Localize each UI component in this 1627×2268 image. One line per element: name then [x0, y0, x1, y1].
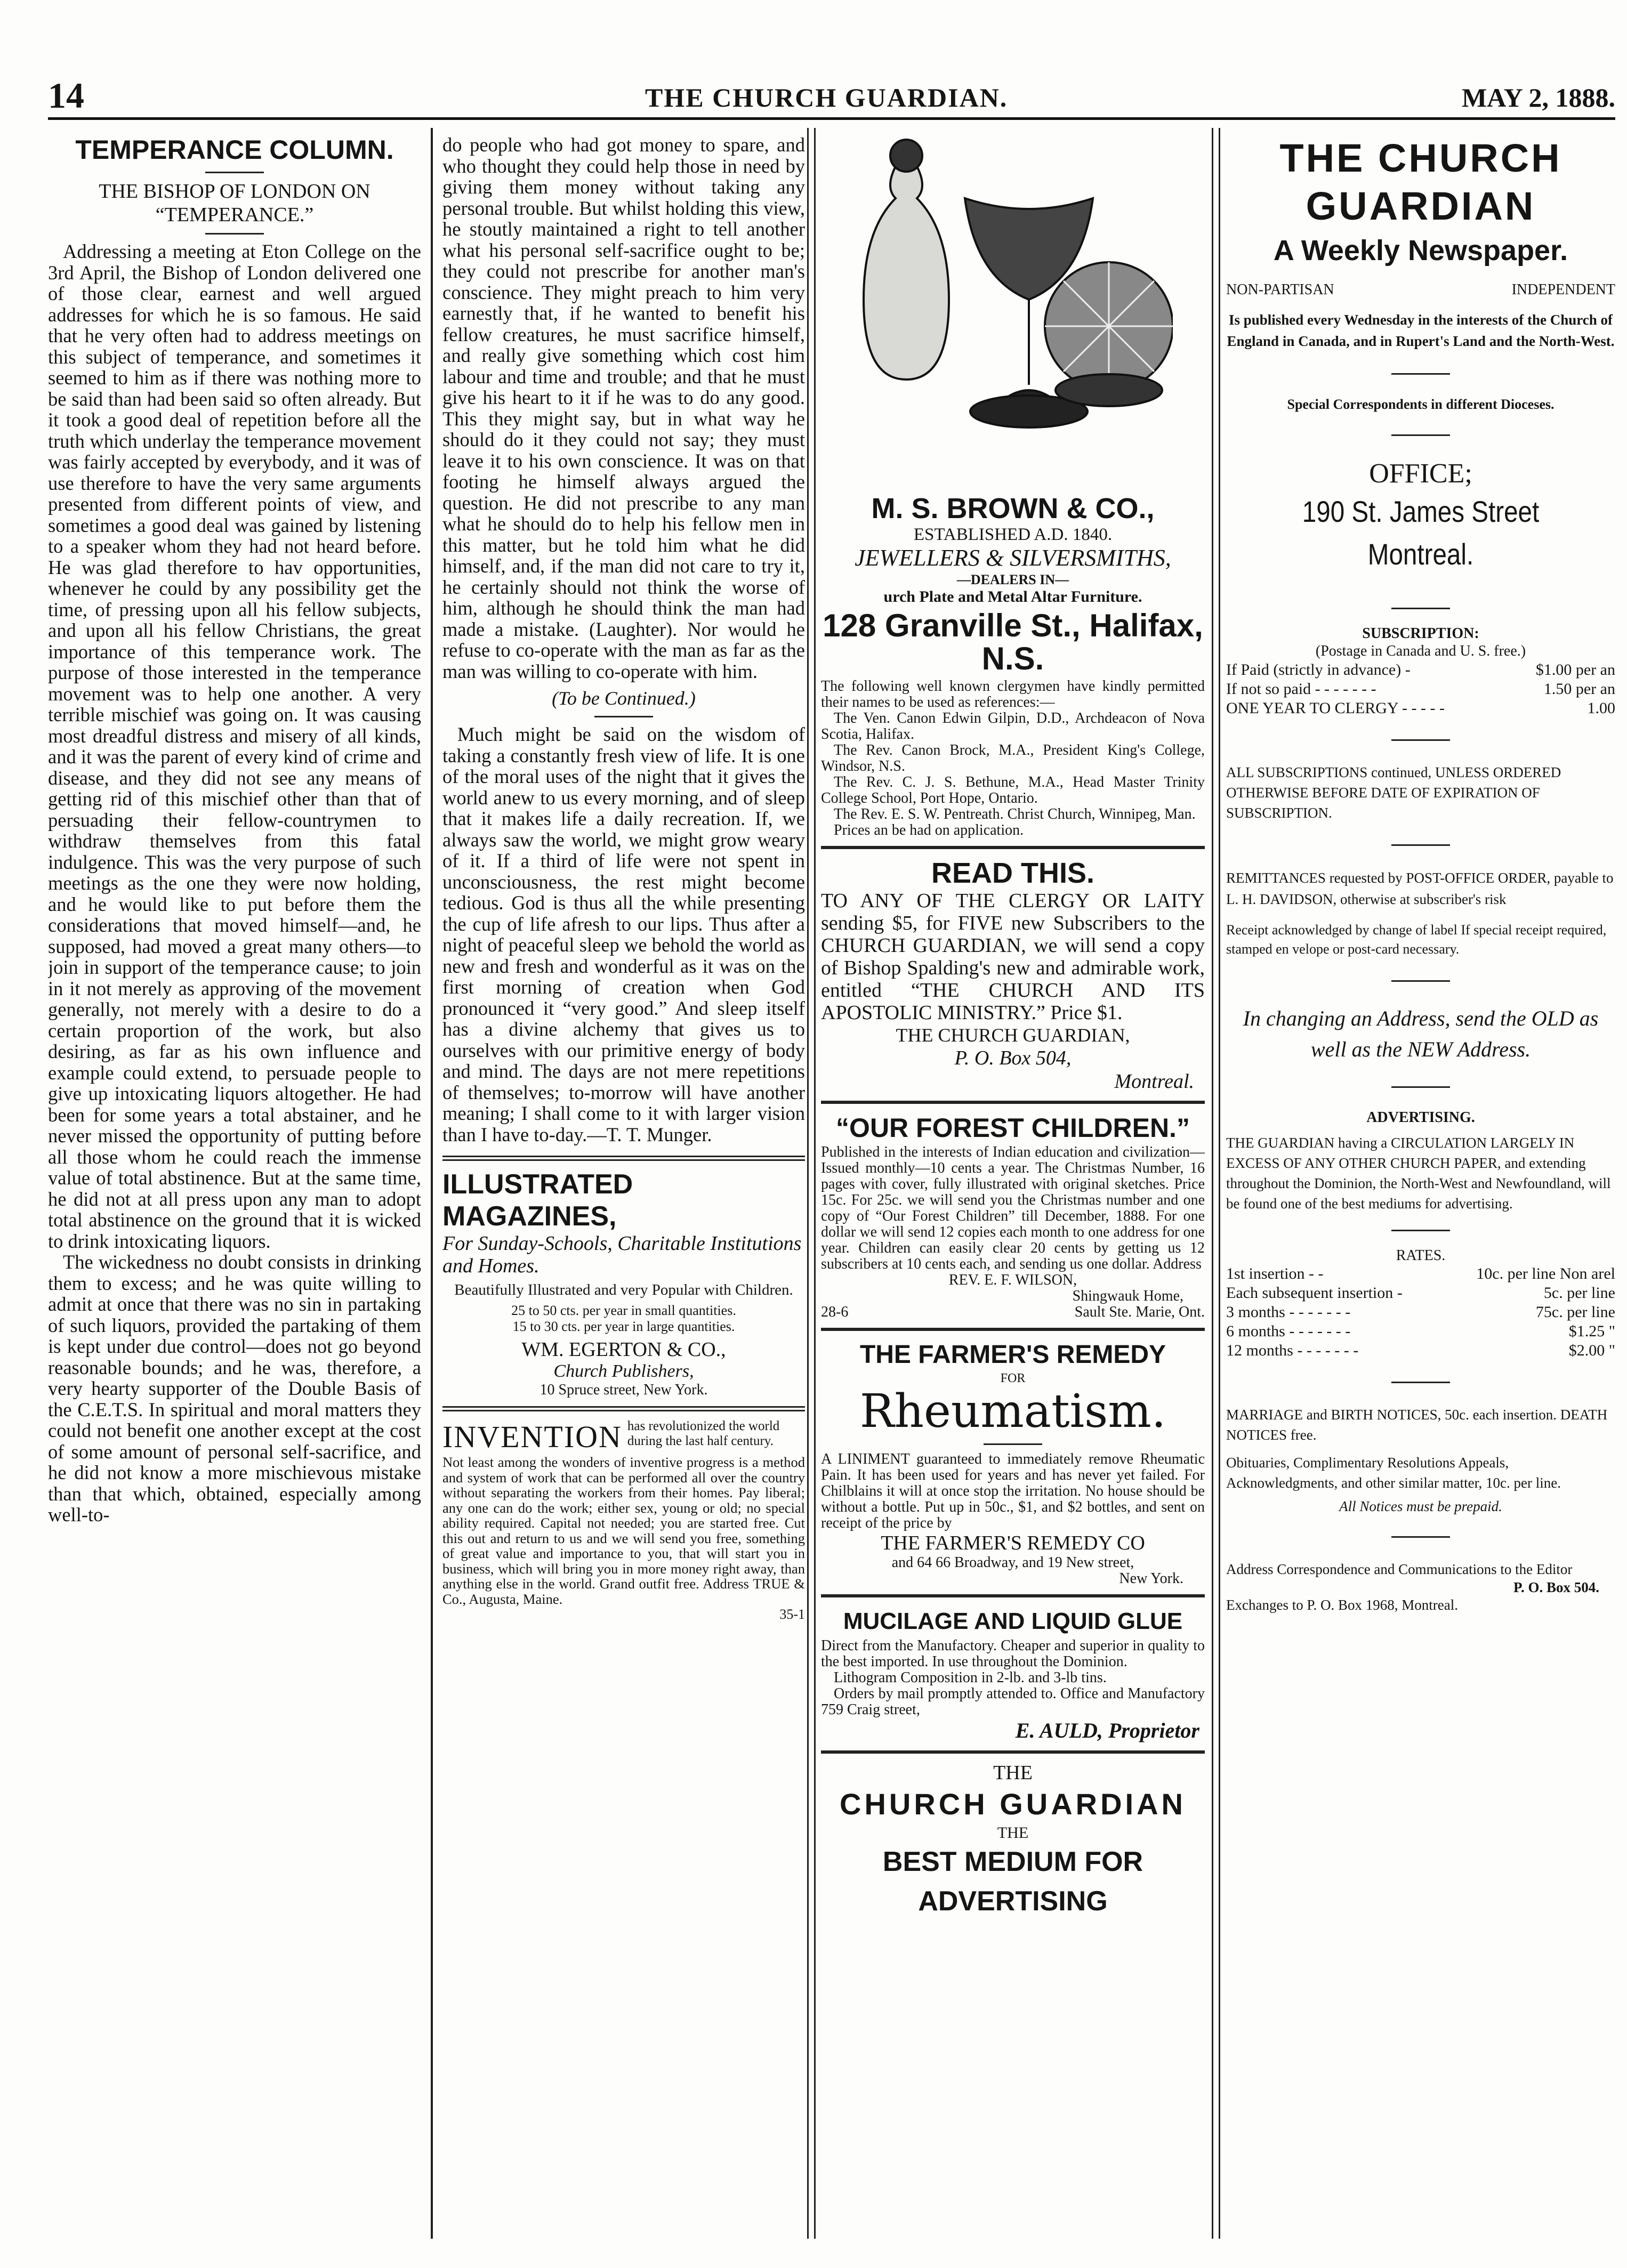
ad-signature: E. AULD, Proprietor	[1015, 1718, 1199, 1742]
column-rule-double	[1212, 128, 1220, 2239]
ad-heading: CHURCH GUARDIAN	[840, 1787, 1186, 1821]
publication-statement: Is published every Wednesday in the interests of the Church of England in Canada, and in Rupert's Land and the North-West.	[1227, 312, 1615, 349]
rate-label: 12 months - - - - - - -	[1226, 1342, 1359, 1359]
rate-label: 6 months - - - - - - -	[1226, 1322, 1351, 1340]
ad-code: 35-1	[779, 1607, 805, 1622]
article-paragraph: Addressing a meeting at Eton College on the 3rd April, the Bishop of London delivered one of those clear, earnest and well argued addresses for which he is so famous. He said that he very often had to address meetings on this subject of temperance, and sometimes it seemed to him as if there was nothing more to be said than had been said so often already. But it took a good deal of repetition before all the truth which underlay the temperance movement was fairly accepted by everybody, and it was of use therefore to have the very same arguments presented from different points of view, and sometimes a good deal was gained by listening to a speaker whom they had not heard before. He was glad therefore to hav opportunities, whenever he could by any possibility get the time, of pressing upon all his fellow subjects, and upon all his fellow Christians, the great importance of this temperance work. The purpose of those interested in the temperance movement was to help one another. A very terrible mischief was going on. It was causing most dreadful distress and misery of all kinds, and it was the parent of every kind of crime and disease, and they did not see any means of getting rid of this mischief other than that of persuading their fellow-countrymen to withdraw themselves from this fatal indulgence. This was the very purpose of such meetings as the one they were now holding, and he would like to put before them the considerations that moved himself—and, he supposed, had moved a great many others—to join in support of the temperance cause; to join in it not merely as approving of the movement generally, not merely with a desire to do a certain proportion of the work, but also desiring, as far as his own influence and example could extend, to persuade people to give up intoxicating liquors altogether. He had been for some years a total abstainer, and he never missed the opportunity of putting before all those whom he could reach the immense value of total abstinence. But at the same time, he did not at all press upon any man to adopt total abstinence on the ground that it is wicked to drink intoxicating liquors.	[48, 240, 421, 1252]
divider	[821, 1328, 1205, 1331]
rate-value: 1.50 per an	[1543, 680, 1615, 698]
address-change-notice: In changing an Address, send the OLD as well as the NEW Address.	[1243, 1006, 1599, 1061]
divider	[442, 1156, 805, 1161]
continued-note: (To be Continued.)	[552, 688, 696, 709]
column-rule-double	[807, 128, 816, 2239]
divider	[1391, 608, 1450, 609]
ad-text: THE	[997, 1824, 1029, 1842]
ad-text: Published in the interests of Indian education and civilization—Issued monthly—10 cents a year. The Christmas Number, 16 pages with cover, fully illustrated with original sketches. Price 15c. For 25c. we will send you the Christmas number and one copy of “Our Forest Children” till December, 1888. For one dollar we will send 12 copies each month to one address for one year. Children can easily clear 20 cents by getting us 12 subscribers at 10 cents each, and sending us one dollar. Address	[821, 1144, 1205, 1272]
rate-label: ONE YEAR TO CLERGY - - - - -	[1226, 699, 1445, 717]
company-name: THE FARMER'S REMEDY CO	[881, 1532, 1145, 1554]
column-advertisements	[821, 134, 1205, 2234]
divider	[1391, 1536, 1450, 1538]
firm-name: M. S. BROWN & CO.,	[871, 493, 1155, 524]
divider	[594, 716, 653, 717]
divider	[1391, 739, 1450, 741]
firm-address: 128 Granville St., Halifax, N.S.	[823, 608, 1203, 676]
rate-value: 75c. per line	[1535, 1303, 1615, 1321]
newspaper-page	[48, 75, 1615, 2239]
divider	[984, 1443, 1042, 1445]
company-city: New York.	[1119, 1570, 1183, 1587]
article-paragraph: The wickedness no doubt consists in drinking them to excess; and he was quite willing to admit at once that there was no sin in partaking of such liquors, provided the partaking of them is kept under due control—does not go beyond reasonable bounds; and he was, therefore, a very hearty supporter of the Double Basis of the C.E.T.S. In spiritual and moral matters they could not benefit one another except at the cost of some amount of personal self-sacrifice, and he did not know a more mischievous mistake than that which, obtained, especially among well-to-	[48, 1251, 421, 1526]
ad-heading: ILLUSTRATED MAGAZINES,	[442, 1169, 633, 1232]
rate-value: 5c. per line	[1543, 1284, 1615, 1302]
ad-price: 25 to 50 cts. per year in small quantities.	[511, 1303, 736, 1318]
ad-heading: “OUR FOREST CHILDREN.”	[836, 1113, 1190, 1143]
ad-text: FOR	[1000, 1371, 1026, 1385]
ad-signature: P. O. Box 504,	[954, 1047, 1072, 1069]
firm-goods: urch Plate and Metal Altar Furniture.	[883, 588, 1142, 606]
publisher-role: Church Publishers,	[553, 1361, 694, 1381]
correspondents-note: Special Correspondents in different Dioceses.	[1287, 397, 1554, 412]
ad-signature: THE CHURCH GUARDIAN,	[896, 1024, 1130, 1046]
reference: The Rev. Canon Brock, M.A., President King's College, Windsor, N.S.	[821, 742, 1205, 774]
ad-heading-large: Rheumatism.	[859, 1385, 1166, 1438]
advertising-notice: THE GUARDIAN having a CIRCULATION LARGELY IN EXCESS OF ANY OTHER CHURCH PAPER, and extending throughout the Dominion, the North-West and Newfoundland, will be found one of the best mediums for advertising.	[1226, 1135, 1611, 1212]
running-title: THE CHURCH GUARDIAN.	[645, 83, 1008, 112]
rate-value: $2.00 "	[1568, 1342, 1615, 1359]
rate-label: 3 months - - - - - - -	[1226, 1303, 1351, 1321]
divider	[205, 172, 264, 173]
label-nonpartisan: NON-PARTISAN	[1226, 281, 1334, 298]
divider	[1391, 844, 1450, 846]
ad-signature: REV. E. F. WILSON,	[948, 1272, 1077, 1288]
column-temperance	[48, 134, 421, 2234]
ad-text: Orders by mail promptly attended to. Office and Manufactory 759 Craig street,	[821, 1685, 1205, 1718]
ad-text: A LINIMENT guaranteed to immediately remove Rheumatic Pain. It has been used for years and has never yet failed. For Chilblains it will at once stop the irritation. No house should be without a bottle. Put up in 50c., $1, and $2 bottles, and sent on receipt of the price by	[821, 1451, 1205, 1531]
prices-note: Prices an be had on application.	[834, 822, 1024, 838]
silverware-illustration	[821, 134, 1173, 481]
page-header	[48, 75, 1615, 120]
divider	[1391, 1086, 1450, 1088]
rate-label: If Paid (strictly in advance) -	[1226, 661, 1411, 679]
ad-heading: INVENTION	[442, 1419, 622, 1454]
rate-label: 1st insertion - -	[1226, 1265, 1324, 1282]
ad-code: 28-6	[821, 1304, 849, 1320]
divider	[821, 1594, 1205, 1597]
firm-dealers: —DEALERS IN—	[956, 572, 1069, 587]
contact-box: P. O. Box 504.	[1513, 1579, 1599, 1595]
publisher-address: 10 Spruce street, New York.	[539, 1382, 708, 1398]
article-subheading: THE BISHOP OF LONDON ON “TEMPERANCE.”	[99, 180, 370, 226]
ad-invention	[442, 1419, 805, 1623]
ad-heading: READ THIS.	[931, 857, 1095, 889]
rate-value: 1.00	[1587, 699, 1615, 717]
publication-subtitle: A Weekly Newspaper.	[1273, 235, 1568, 267]
ad-signature: Shingwauk Home,	[1072, 1288, 1183, 1304]
column-publication-info	[1226, 134, 1615, 2234]
rate-value: $1.25 "	[1568, 1322, 1615, 1340]
ad-price: 15 to 30 cts. per year in large quantities.	[512, 1319, 735, 1334]
notices-rates: MARRIAGE and BIRTH NOTICES, 50c. each insertion. DEATH NOTICES free.	[1226, 1407, 1608, 1443]
remittance-notice: REMITTANCES requested by POST-OFFICE ORDER, payable to L. H. DAVIDSON, otherwise at subscriber's risk	[1226, 870, 1614, 907]
section-heading: RATES.	[1396, 1247, 1446, 1264]
exchanges-note: Exchanges to P. O. Box 1968, Montreal.	[1226, 1597, 1458, 1613]
subscription-notice: ALL SUBSCRIPTIONS continued, UNLESS ORDERED OTHERWISE BEFORE DATE OF EXPIRATION OF SUBSCRIPTION.	[1226, 764, 1561, 821]
divider	[1391, 1382, 1450, 1383]
ad-text: has revolutionized the world during the last half century.	[627, 1419, 780, 1448]
section-heading: ADVERTISING.	[1366, 1109, 1475, 1126]
contact-note: Address Correspondence and Communications to the Editor	[1226, 1561, 1573, 1577]
ad-heading: THE FARMER'S REMEDY	[859, 1341, 1166, 1369]
office-address: 190 St. James Street Montreal.	[1302, 495, 1540, 571]
page-number: 14	[48, 75, 84, 116]
firm-established: ESTABLISHED A.D. 1840.	[913, 525, 1113, 544]
divider	[205, 233, 264, 235]
divider	[1391, 434, 1450, 436]
ad-subheading: For Sunday-Schools, Charitable Institutions and Homes.	[442, 1232, 802, 1277]
column-article-continued	[442, 134, 805, 2234]
ad-signature: Sault Ste. Marie, Ont.	[1074, 1304, 1205, 1320]
rate-value: 10c. per line Non arel	[1476, 1265, 1615, 1282]
reference: The Rev. E. S. W. Pentreath. Christ Church, Winnipeg, Man.	[834, 806, 1196, 822]
ad-text: Lithogram Composition in 2-lb. and 3-lb tins.	[834, 1669, 1107, 1686]
label-independent: INDEPENDENT	[1511, 281, 1615, 298]
column-rule	[431, 128, 433, 2239]
divider	[1391, 373, 1450, 375]
divider	[1391, 1230, 1450, 1231]
company-address: and 64 66 Broadway, and 19 New street,	[891, 1554, 1134, 1571]
ad-text: Not least among the wonders of inventive progress is a method and system of work that can be performed all over the country without separating the workers from their homes. Pay liberal; any one can do the work; either sex, young or old; no special ability required. Capital not needed; you are started free. Cut this out and return to us and we will send you free, something of great value and importance to you, that will start you in business, which will bring you in more money right away, than anything else in the world. Grand outfit free. Address TRUE & Co., Augusta, Maine.	[442, 1454, 805, 1607]
ad-magazines	[442, 1168, 805, 1399]
issue-date: MAY 2, 1888.	[1462, 83, 1615, 112]
article-paragraph: Much might be said on the wisdom of taking a constantly fresh view of life. It is one of the moral uses of the night that it gives the world anew to us every morning, and of sleep that it makes life a daily recreation. If, we always saw the world, we might grow weary of it. If a third of life were not spent in unconsciousness, the rest might become tedious. God is thus all the while presenting the cup of life afresh to our lips. Thus after a night of peaceful sleep we behold the world as new and fresh and wonderful as it was on the first morning of creation when God pronounced it “very good.” And sleep itself has a divine alchemy that gives us to ourselves with our primitive energy of body and mind. The days are not mere repetitions of themselves; to-morrow will have another meaning; I shall come to it with larger vision than I have to-day.—T. T. Munger.	[442, 723, 805, 1145]
reference: The Ven. Canon Edwin Gilpin, D.D., Archdeacon of Nova Scotia, Halifax.	[821, 710, 1205, 742]
divider	[821, 1750, 1205, 1754]
prepaid-note: All Notices must be prepaid.	[1339, 1498, 1502, 1514]
rate-label: Each subsequent insertion -	[1226, 1284, 1403, 1302]
section-heading: SUBSCRIPTION:	[1362, 625, 1479, 642]
divider	[821, 846, 1205, 849]
rate-value: $1.00 per an	[1535, 661, 1615, 679]
ad-text: TO ANY OF THE CLERGY OR LAITY sending $5, for FIVE new Subscribers to the CHURCH GUARDIAN, we will send a copy of Bishop Spalding's new and admirable work, entitled “THE CHURCH AND ITS APOSTOLIC MINISTRY.” Price $1.	[821, 890, 1205, 1024]
publisher-name: WM. EGERTON & CO.,	[521, 1338, 726, 1361]
ad-heading: BEST MEDIUM FOR ADVERTISING	[882, 1846, 1143, 1917]
receipt-notice: Receipt acknowledged by change of label If special receipt required, stamped en velope or post-card necessary.	[1226, 922, 1607, 957]
ad-heading: MUCILAGE AND LIQUID GLUE	[843, 1608, 1183, 1634]
references-intro: The following well known clergymen have kindly permitted their names to be used as references:—	[821, 678, 1205, 711]
publication-name: THE CHURCH GUARDIAN	[1279, 136, 1562, 228]
divider	[1391, 980, 1450, 982]
postage-note: (Postage in Canada and U. S. free.)	[1315, 643, 1526, 659]
firm-trade: JEWELLERS & SILVERSMITHS,	[855, 545, 1171, 571]
ad-text: Beautifully Illustrated and very Popular with Children.	[454, 1281, 793, 1298]
divider	[821, 1101, 1205, 1104]
reference: The Rev. C. J. S. Bethune, M.A., Head Master Trinity College School, Port Hope, Ontario.	[821, 774, 1205, 806]
divider	[442, 1406, 805, 1411]
article-paragraph: do people who had got money to spare, and who thought they could help those in need by giving them money without taking any personal trouble. But whilst holding this view, he stoutly maintained a right to tell another what his personal self-sacrifice ought to be; they could not prescribe for another man's conscience. They might preach to him very earnestly that, if he wanted to benefit his fellow creatures, he must sacrifice himself, and really give something which cost him labour and time and trouble; and that he must give his heart to it if he was to do any good. This they might say, but in what way he should do it they could not say; they must leave it to his own conscience. It was on that footing he himself always argued the question. He did not prescribe to any man what he should do to help his fellow men in this matter, but he told him what he did himself, and, if the man did not care to try it, he certainly should not think the worse of him, although he should think the man had made a mistake. (Laughter). Nor would he refuse to co-operate with the man as far as the man was willing to co-operate with him.	[442, 134, 805, 682]
ad-text: THE	[993, 1762, 1033, 1784]
office-label: OFFICE;	[1369, 458, 1472, 489]
article-heading: TEMPERANCE COLUMN.	[75, 135, 394, 165]
notices-rates: Obituaries, Complimentary Resolutions Appeals, Acknowledgments, and other similar matter, 10c. per line.	[1226, 1455, 1561, 1491]
ad-text: Direct from the Manufactory. Cheaper and superior in quality to the best imported. In use throughout the Dominion.	[821, 1637, 1205, 1670]
rate-label: If not so paid - - - - - - -	[1226, 680, 1376, 698]
ad-signature: Montreal.	[1114, 1070, 1194, 1093]
